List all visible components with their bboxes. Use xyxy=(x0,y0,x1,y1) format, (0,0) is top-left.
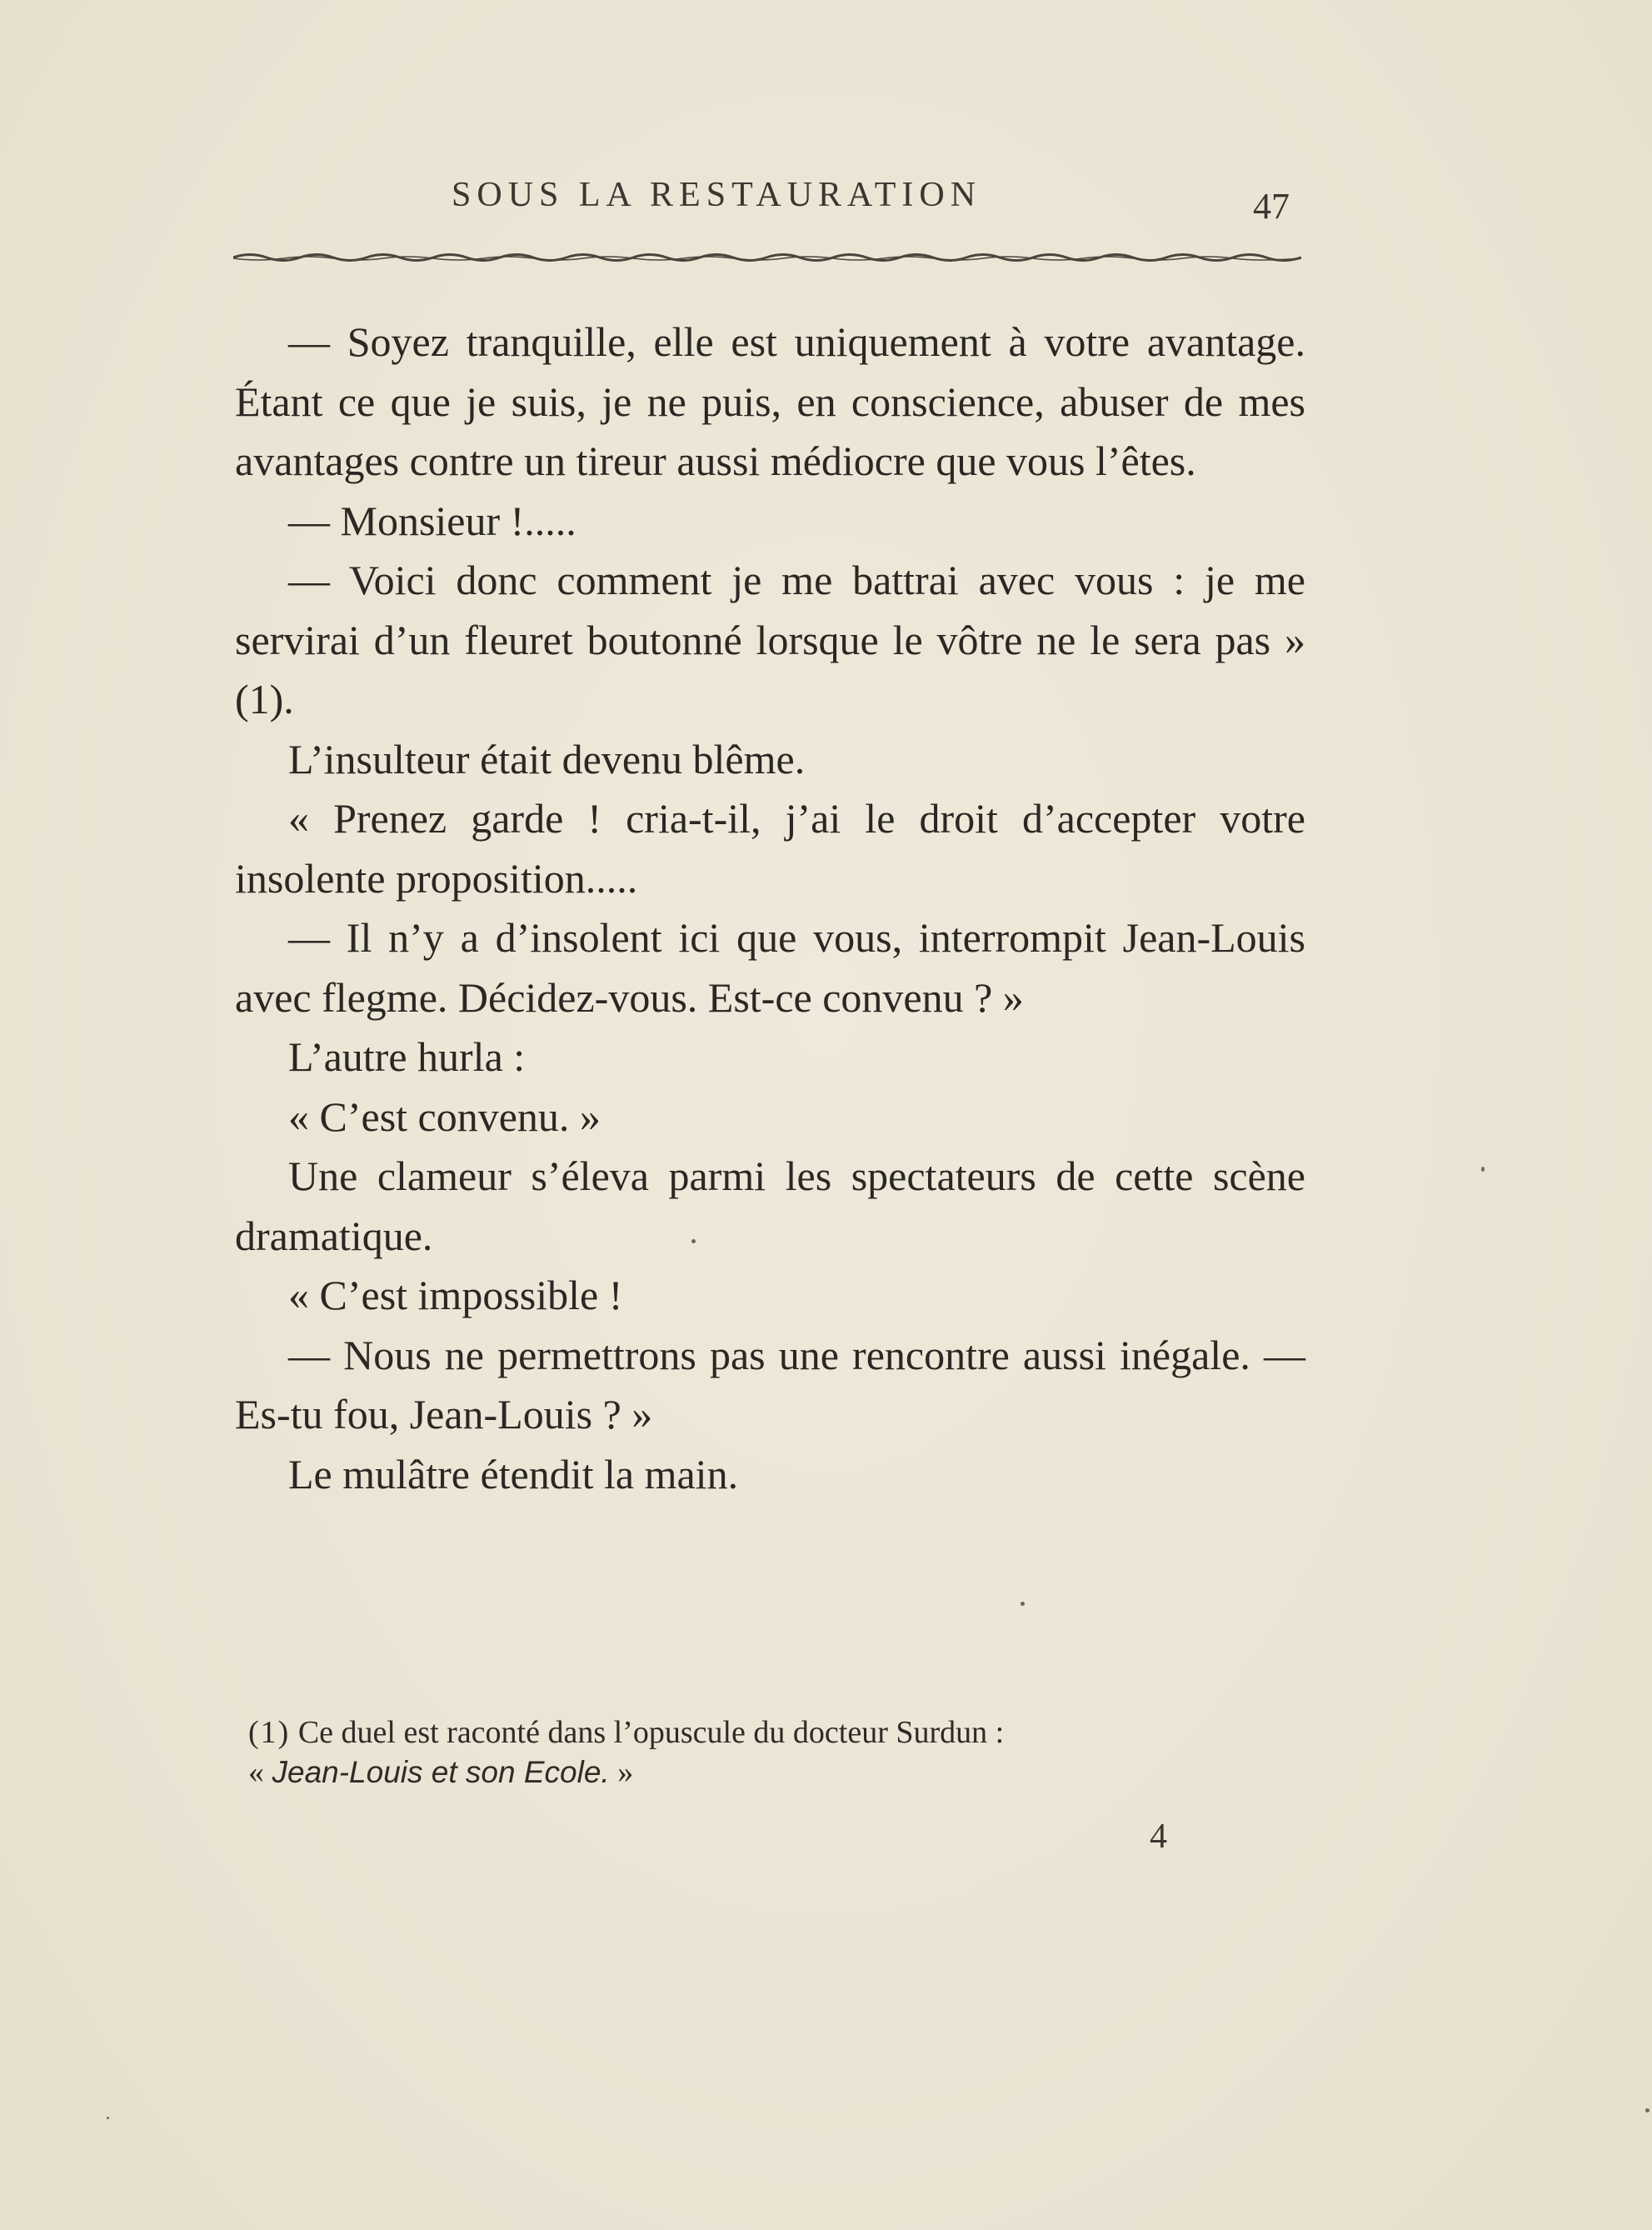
paragraph: Le mulâtre étendit la main. xyxy=(288,1450,739,1498)
paragraph: — Soyez tranquille, elle est uniquement à votre avantage. Étant ce que je suis, je ne puis, en conscience, abuser de mes avantages contre un tireur aussi médiocre que vous l’êtes. xyxy=(235,318,1305,484)
paper-speck xyxy=(691,1239,696,1243)
signature-mark: 4 xyxy=(1150,1818,1167,1856)
paragraph: — Nous ne permettrons pas une rencontre aussi inégale. — Es-tu fou, Jean-Louis ? » xyxy=(235,1331,1305,1438)
footnote-text: Ce duel est raconté dans l’opuscule du docteur Surdun : xyxy=(297,1715,1005,1750)
paragraph: Une clameur s’éleva parmi les spectateurs de cette scène dramatique. xyxy=(235,1152,1305,1259)
paper-speck xyxy=(1021,1602,1025,1606)
paragraph: L’autre hurla : xyxy=(288,1033,526,1080)
footnote xyxy=(248,1712,1308,1792)
paragraph: — Il n’y a d’insolent ici que vous, interrompit Jean-Louis avec flegme. Décidez-vous. Est-ce convenu ? » xyxy=(235,914,1305,1021)
paper-speck xyxy=(1645,2108,1650,2112)
footnote-close-quote: » xyxy=(617,1755,634,1790)
paper-speck xyxy=(107,2117,109,2119)
body-text xyxy=(235,312,1305,1504)
footnote-marker: (1) xyxy=(248,1715,291,1750)
paragraph: L’insulteur était devenu blême. xyxy=(288,735,806,782)
footnote-work-title: Jean-Louis et son Ecole. xyxy=(272,1755,610,1789)
running-head xyxy=(233,175,1308,233)
footnote-open-quote: « xyxy=(248,1755,264,1790)
paragraph: — Monsieur !..... xyxy=(288,497,576,544)
paper-speck xyxy=(1481,1167,1485,1172)
page-number: 47 xyxy=(1253,186,1290,227)
paragraph: — Voici donc comment je me battrai avec vous : je me servirai d’un fleuret boutonné lorsque le vôtre ne le sera pas » (1). xyxy=(235,557,1305,722)
running-title: SOUS LA RESTAURATION xyxy=(452,176,982,214)
paragraph: « C’est convenu. » xyxy=(288,1092,601,1140)
paragraph: « Prenez garde ! cria-t-il, j’ai le droit d’accepter votre insolente proposition..... xyxy=(235,795,1305,902)
ornamental-rule xyxy=(233,250,1301,265)
paragraph: « C’est impossible ! xyxy=(288,1272,623,1318)
